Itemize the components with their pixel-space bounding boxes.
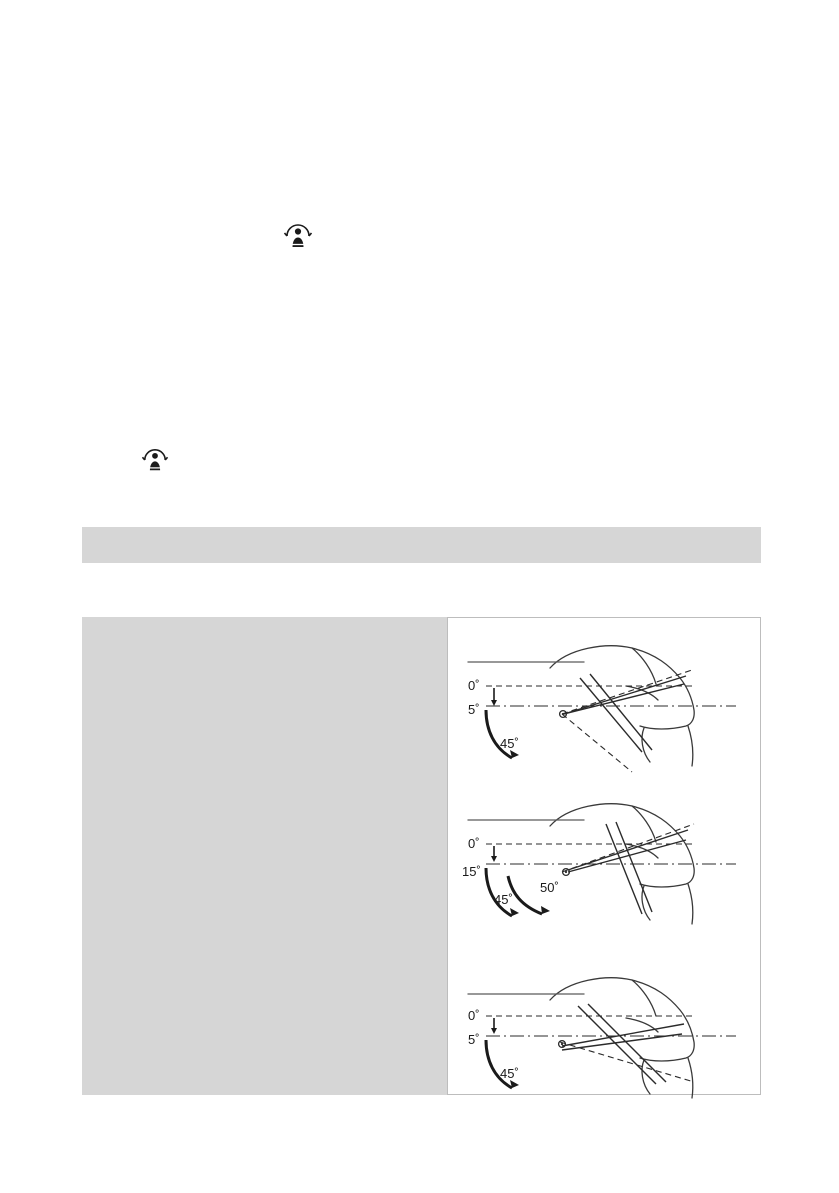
figure-label: 5˚ bbox=[468, 702, 480, 717]
figure-label: 15˚ bbox=[462, 864, 481, 879]
figure-label: 50˚ bbox=[540, 880, 559, 895]
figure-label: 45˚ bbox=[500, 736, 519, 751]
section-header-band bbox=[82, 527, 761, 563]
figure-label: 45˚ bbox=[494, 892, 513, 907]
content-block bbox=[82, 617, 761, 1095]
seat-angle-figure-3 bbox=[456, 958, 752, 1106]
figure-label: 5˚ bbox=[468, 1032, 480, 1047]
figure-label: 0˚ bbox=[468, 1008, 480, 1023]
seated-occupant-icon bbox=[283, 222, 313, 250]
figure-label: 0˚ bbox=[468, 836, 480, 851]
instructions-panel bbox=[82, 617, 447, 1095]
figure-label: 45˚ bbox=[500, 1066, 519, 1081]
figure-panel bbox=[447, 617, 761, 1095]
seat-angle-figure-2 bbox=[456, 784, 752, 932]
seated-occupant-icon bbox=[141, 447, 169, 473]
seat-angle-figure-1 bbox=[456, 626, 752, 774]
figure-label: 0˚ bbox=[468, 678, 480, 693]
